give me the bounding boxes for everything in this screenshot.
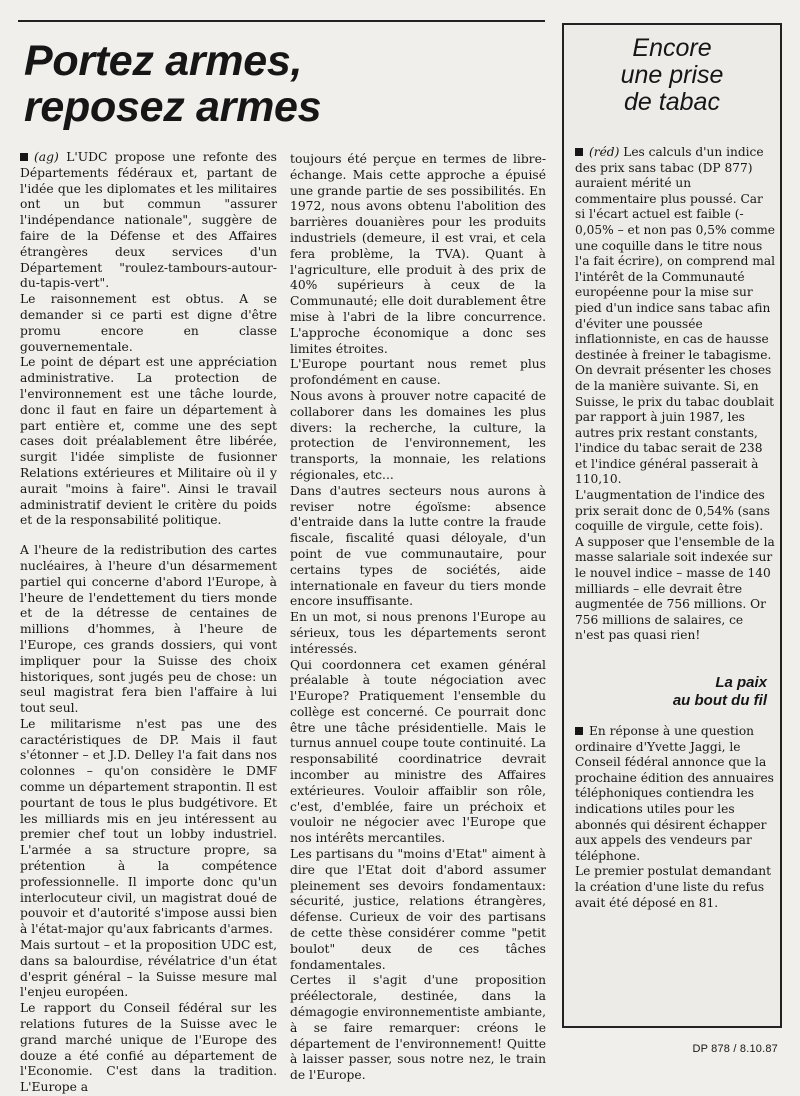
- headline-line-2: reposez armes: [24, 83, 322, 131]
- sidebar-paragraph: En réponse à une question ordinaire d'Yvette Jaggi, le Conseil fédéral annonce que la prochaine édition des annuaires téléphoniques contiendra les indications utiles pour les abonnés qui désirent échapper aux appels des vendeurs par téléphone.: [575, 724, 774, 863]
- article-paragraph: Qui coordonnera cet examen général préalable à toute négociation avec l'Europe? Pratiquement l'ensemble du collège est concerné. Ce pourrait donc être une tâche présidentielle. Mais le turnus annuel coupe toute continuité. La responsabilité coordinatrice devrait incomber au ministre des Affaires extérieures. Vouloir affaiblir son rôle, c'est, d'emblée, faire un préchoix et vouloir ne négocier avec l'Europe que nos intérêts mercantiles.: [290, 657, 546, 846]
- sidebar-box: [562, 23, 782, 1028]
- article-paragraph: Les partisans du "moins d'Etat" aiment à dire que l'Etat doit d'abord assumer pleinement ses devoirs fondamentaux: sécurité, justice, relations étrangères, défense. Curieux de voir des partisans de cette thèse considérer comme "petit boulot" deux de ces tâches fondamentales.: [290, 847, 546, 972]
- sidebar-paragraph: Le premier postulat demandant la création d'une liste du refus avait été déposé en 81.: [575, 864, 771, 910]
- article-paragraph: (ag) L'UDC propose une refonte des Départements fédéraux et, partant de l'idée que les diplomates et les militaires ont un but commun "assurer l'indépendance nationale", suggère de faire de la Défense et des Affaires étrangères deux services d'un Département "roulez-tambours-autour-du-tapis-vert".: [20, 150, 277, 291]
- sidebar-body: [575, 145, 775, 911]
- square-bullet-icon: [575, 148, 583, 156]
- sidebar-subtitle-line-1: La paix: [715, 674, 767, 691]
- sidebar-paragraph: L'augmentation de l'indice des prix serait donc de 0,54% (sans coquille de virgule, cette fois).: [575, 488, 771, 534]
- sidebar-byline: (réd): [589, 145, 620, 159]
- sidebar-title: [570, 35, 774, 116]
- sidebar-title-line-2: une prise: [620, 61, 724, 89]
- article-paragraph: En un mot, si nous prenons l'Europe au sérieux, tous les départements seront intéressés.: [290, 610, 546, 656]
- square-bullet-icon: [20, 153, 28, 161]
- article-paragraph: Le rapport du Conseil fédéral sur les relations futures de la Suisse avec le grand marché unique de l'Europe des douze a été confié au département de l'Economie. C'est dans la tradition. L'Europe a: [20, 1001, 277, 1095]
- article-paragraph: Mais surtout – et la proposition UDC est, dans sa balourdise, révélatrice d'un état d'esprit général – la Suisse mesure mal l'enjeu européen.: [20, 938, 277, 1000]
- article-paragraph: Le raisonnement est obtus. A se demander si ce parti est digne d'être promu encore en classe gouvernementale.: [20, 292, 277, 354]
- sidebar-paragraph: (réd) Les calculs d'un indice des prix sans tabac (DP 877) auraient mérité un commentaire plus poussé. Car si l'écart actuel est faible (- 0,05% – et non pas 0,5% comme une coquille dans le titre nous l'a fait écrire), on comprend mal l'intérêt de la Communauté européenne pour la mise sur pied d'un indice sans tabac afin d'éviter une poussée inflationniste, en cas de hausse destinée à freiner le tabagisme. On devrait présenter les choses de la manière suivante. Si, en Suisse, le prix du tabac doublait par rapport à juin 1987, les autres prix restant constants, l'indice du tabac serait de 238 et l'indice général passerait à 110,10.: [575, 145, 776, 487]
- article-paragraph: Le point de départ est une appréciation administrative. La protection de l'environnement est une tâche lourde, donc il faut en faire un département à part entière et, comme une des sept cases doit préalablement être libérée, surgit l'idée simpliste de fusionner Relations extérieures et Militaire où il y aurait "moins à faire". Ainsi le travail administratif devient le critère du poids et de la responsabilité politique.: [20, 355, 277, 528]
- square-bullet-icon: [575, 727, 583, 735]
- issue-footer: DP 878 / 8.10.87: [692, 1043, 778, 1055]
- headline-line-1: Portez armes,: [24, 37, 303, 85]
- article-paragraph: A l'heure de la redistribution des cartes nucléaires, à l'heure d'un désarmement partiel qui concerne d'abord l'Europe, à l'heure de l'endettement du tiers monde et de la détresse de centaines de millions d'hommes, à l'heure de l'Europe, ces grands dossiers, qui vont impliquer pour la Suisse des choix historiques, sont jugés peu de chose: un seul magistrat fera bien l'affaire à lui tout seul.: [20, 543, 277, 716]
- sidebar-subtitle: [575, 674, 775, 710]
- sidebar-subtitle-line-2: au bout du fil: [672, 692, 767, 709]
- sidebar-title-line-1: Encore: [632, 34, 712, 62]
- sidebar-paragraph: A supposer que l'ensemble de la masse salariale soit indexée sur le nouvel indice – masse de 140 milliards – elle devrait être augmentée de 756 millions. Or 756 millions de salaires, ce n'est pas quasi rien!: [575, 534, 775, 643]
- article-paragraph: Dans d'autres secteurs nous aurons à reviser notre égoïsme: absence d'entraide dans la lutte contre la fraude fiscale, fiscalité quasi déloyale, d'un point de vue communautaire, pour certains types de sociétés, aide internationale en faveur du tiers monde encore insuffisante.: [290, 483, 546, 609]
- article-column-1: [20, 150, 277, 1096]
- sidebar-title-line-3: de tabac: [624, 88, 720, 116]
- article-paragraph: toujours été perçue en termes de libre-échange. Mais cette approche a épuisé une grande partie de ses possibilités. En 1972, nous avons obtenu l'abolition des barrières douanières pour les produits industriels (demeure, il est vrai, et cela fera problème, la TVA). Quant à l'agriculture, elle produit à des prix de 40% supérieurs à ceux de la Communauté; elle doit durablement être mise à l'abri de la libre concurrence. L'approche économique a donc ses limites étroites.: [290, 152, 546, 356]
- article-paragraph: Certes il s'agit d'une proposition préélectorale, destinée, dans la démagogie environnementiste ambiante, à se faire remarquer: créons le département de l'environnement! Quitte à laisser passer, sous notre nez, le train de l'Europe.: [290, 973, 546, 1083]
- article-byline: (ag): [34, 150, 59, 164]
- article-paragraph: Nous avons à prouver notre capacité de collaborer dans les domaines les plus divers: la recherche, la culture, la protection de l'environnement, les transports, la monnaie, les relations régionales, etc...: [290, 388, 546, 482]
- top-rule: [18, 20, 545, 22]
- article-column-2: [290, 152, 546, 1084]
- article-paragraph: Le militarisme n'est pas une des caractéristiques de DP. Mais il faut s'étonner – et J.D. Delley l'a fait dans nos colonnes – qu'on considère le DMF comme un département strapontin. Il est pourtant de tous le plus budgétivore. Et les milliards mis en jeu intéressent au premier chef tout un lobby industriel. L'armée a sa structure propre, sa prétention à la compétence professionnelle. Il importe donc qu'un interlocuteur civil, un magistrat doué de pouvoir et d'autorité s'impose aussi bien à l'état-major qu'aux fabricants d'armes.: [20, 716, 277, 937]
- headline: [24, 38, 544, 130]
- article-paragraph: L'Europe pourtant nous remet plus profondément en cause.: [290, 357, 546, 388]
